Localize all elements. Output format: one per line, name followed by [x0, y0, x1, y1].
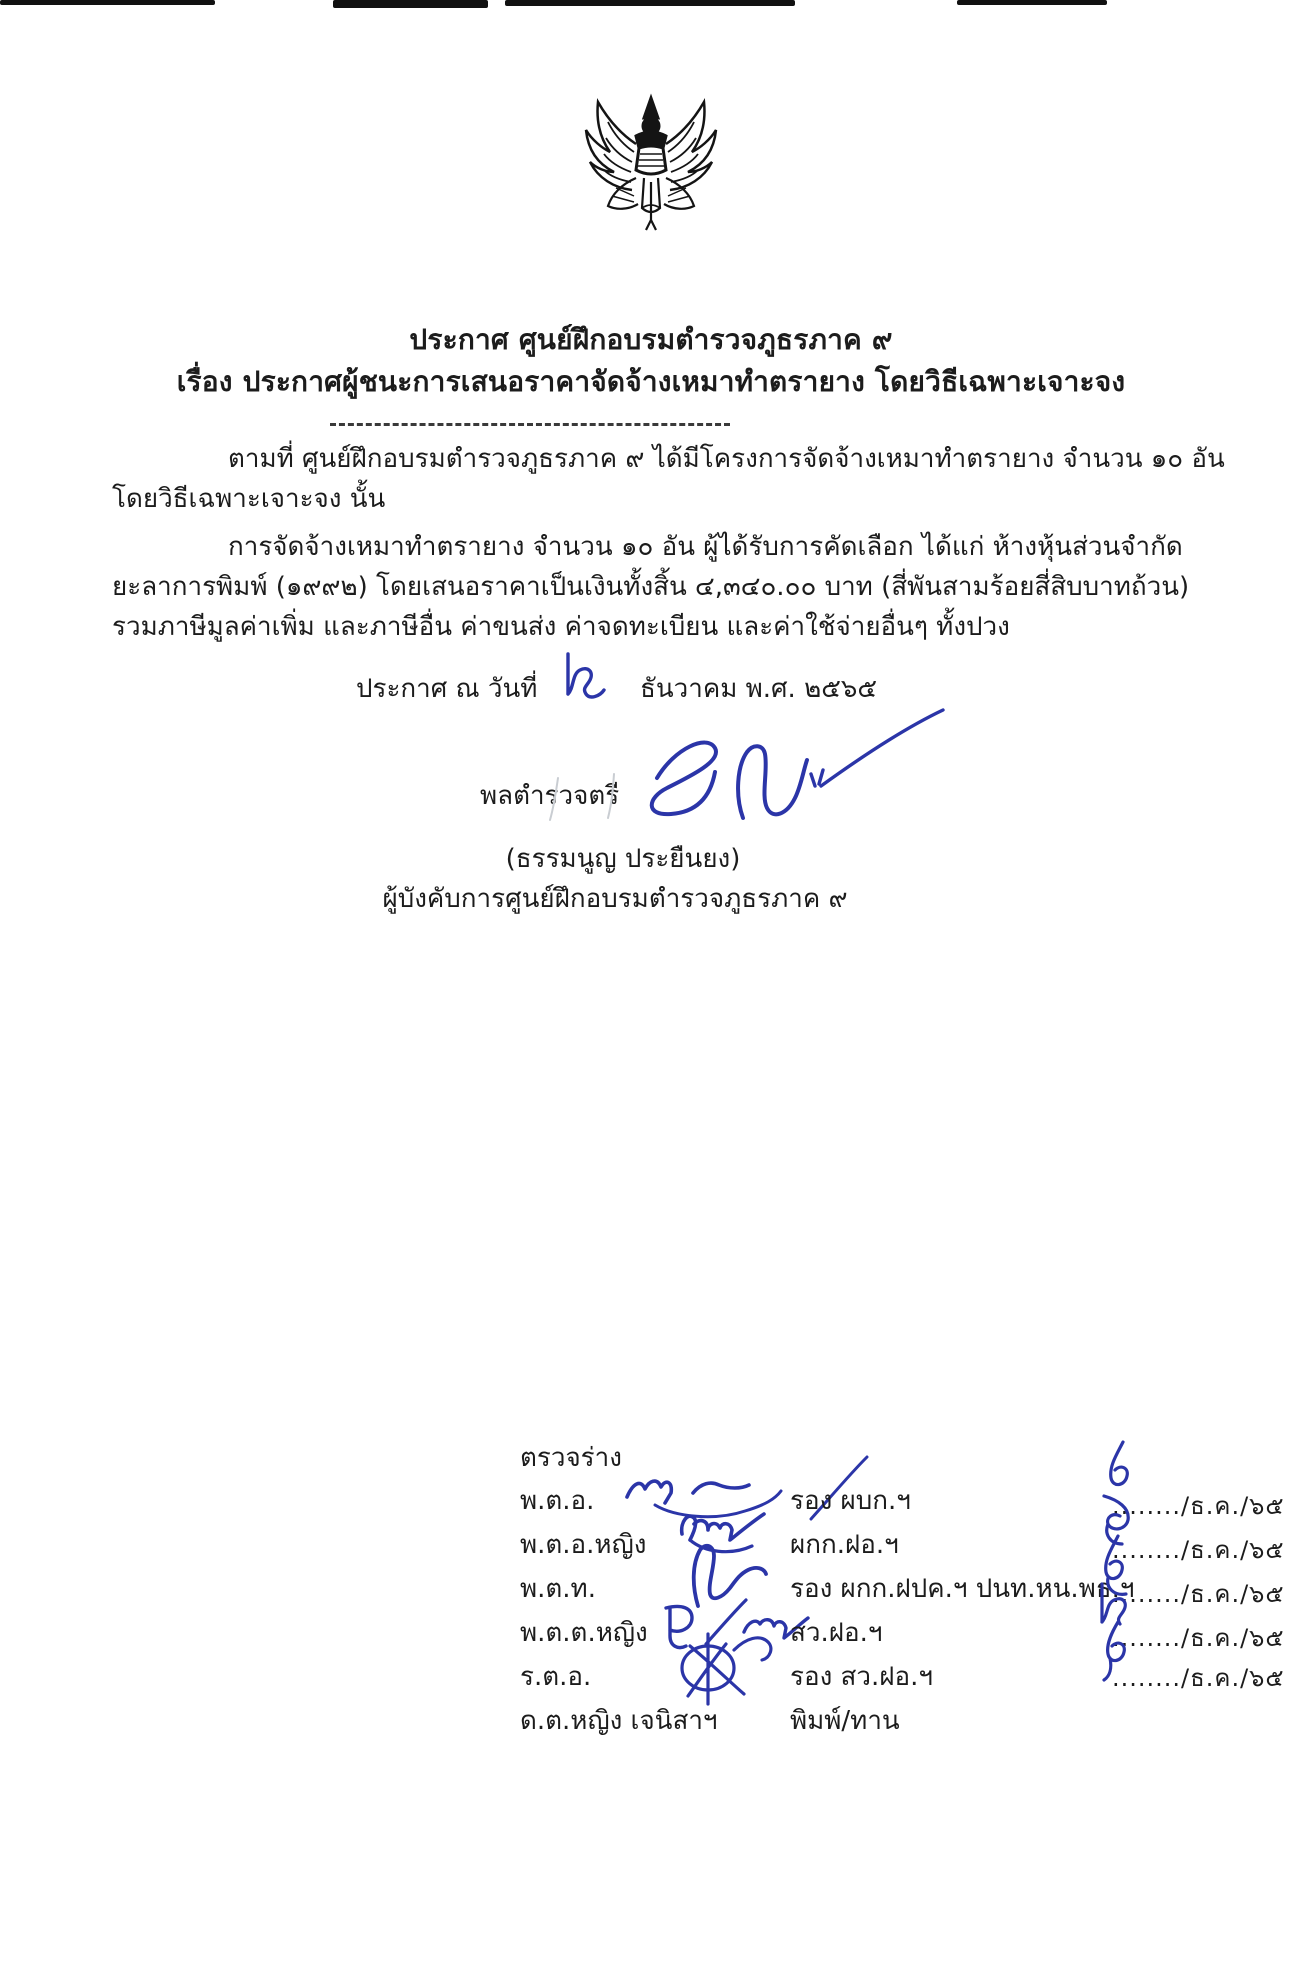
review-date: ......../ธ.ค./๖๕	[1112, 1624, 1285, 1652]
scan-artifact-strip	[505, 0, 795, 6]
review-rank: พ.ต.ต.หญิง	[520, 1618, 648, 1648]
paragraph2-line3: รวมภาษีมูลค่าเพิ่ม และภาษีอื่น ค่าขนส่ง ค่าจดทะเบียน และค่าใช้จ่ายอื่นๆ ทั้งปวง	[112, 612, 1010, 642]
scan-artifact-strip	[957, 0, 1107, 5]
garuda-emblem-icon	[576, 92, 726, 237]
review-position: รอง ผกก.ฝปค.ฯ ปนท.หน.พธ.ฯ	[790, 1574, 1135, 1604]
review-rank: ร.ต.อ.	[520, 1662, 592, 1692]
paragraph1-line1: ตามที่ ศูนย์ฝึกอบรมตำรวจภูธรภาค ๙ ได้มีโครงการจัดจ้างเหมาทำตรายาง จำนวน ๑๐ อัน	[228, 444, 1225, 474]
review-position: รอง ผบก.ฯ	[790, 1486, 911, 1516]
review-rank: พ.ต.อ.หญิง	[520, 1530, 647, 1560]
announce-date-suffix: ธันวาคม พ.ศ. ๒๕๖๕	[640, 674, 878, 704]
review-rank: ด.ต.หญิง เจนิสาฯ	[520, 1706, 718, 1736]
faint-pencil-marks	[530, 770, 670, 830]
divider-dashed-line	[330, 423, 730, 426]
review-rank: พ.ต.อ.	[520, 1486, 595, 1516]
paragraph1-line2: โดยวิธีเฉพาะเจาะจง นั้น	[112, 484, 386, 514]
review-rank: พ.ต.ท.	[520, 1574, 596, 1604]
review-date-day-mark	[1092, 1620, 1152, 1682]
review-date: ......../ธ.ค./๖๕	[1112, 1492, 1285, 1520]
paragraph2-line2: ยะลาการพิมพ์ (๑๙๙๒) โดยเสนอราคาเป็นเงินทั้งสิ้น ๔,๓๔๐.๐๐ บาท (สี่พันสามร้อยสี่สิบบาทถ้วน)	[112, 572, 1190, 602]
review-date: ......../ธ.ค./๖๕	[1112, 1536, 1285, 1564]
signer-rank: พลตำรวจตรี	[480, 781, 620, 811]
scan-artifact-strip	[333, 0, 488, 8]
signer-position: ผู้บังคับการศูนย์ฝึกอบรมตำรวจภูธรภาค ๙	[382, 884, 848, 914]
review-title: ตรวจร่าง	[520, 1443, 622, 1473]
scan-artifact-strip	[0, 0, 215, 5]
review-signature	[660, 1628, 800, 1708]
review-position: ผกก.ฝอ.ฯ	[790, 1530, 899, 1560]
review-position: รอง สว.ฝอ.ฯ	[790, 1662, 933, 1692]
handwritten-day-numeral	[560, 648, 612, 704]
review-date-day-mark	[1095, 1440, 1145, 1500]
paragraph2-line1: การจัดจ้างเหมาทำตรายาง จำนวน ๑๐ อัน ผู้ได้รับการคัดเลือก ได้แก่ ห้างหุ้นส่วนจำกัด	[228, 532, 1183, 562]
review-date: ......../ธ.ค./๖๕	[1112, 1580, 1285, 1608]
review-position: สว.ฝอ.ฯ	[790, 1618, 883, 1648]
signer-name: (ธรรมนูญ ประยืนยง)	[505, 844, 741, 874]
review-position: พิมพ์/ทาน	[790, 1706, 900, 1736]
review-date: ......../ธ.ค./๖๕	[1112, 1664, 1285, 1692]
announcement-subject: เรื่อง ประกาศผู้ชนะการเสนอราคาจัดจ้างเหมาทำตรายาง โดยวิธีเฉพาะเจาะจง	[176, 365, 1126, 398]
announcement-title: ประกาศ ศูนย์ฝึกอบรมตำรวจภูธรภาค ๙	[409, 323, 893, 356]
announce-date-prefix: ประกาศ ณ วันที่	[356, 674, 538, 704]
